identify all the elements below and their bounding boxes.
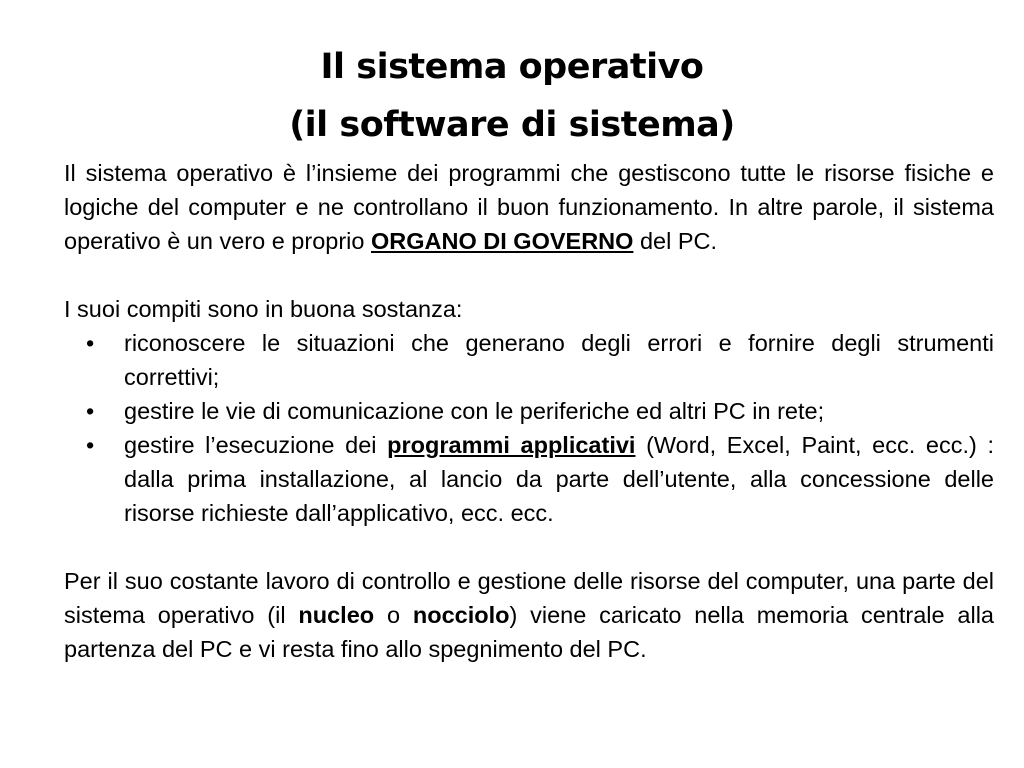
- tasks-intro: I suoi compiti sono in buona sostanza:: [64, 296, 463, 322]
- list-item: [64, 326, 994, 394]
- slide-title: [0, 38, 1024, 154]
- spacer: [64, 258, 994, 292]
- list-item-text: gestire le vie di comunicazione con le periferiche ed altri PC in rete;: [124, 398, 825, 424]
- list-item-text: riconoscere le situazioni che generano degli errori e fornire degli strumenti correttivi;: [124, 330, 994, 390]
- bullet-dot-icon: •: [86, 330, 95, 356]
- list-item-text-end: (Word, Excel, Paint, ecc. ecc.) : dalla prima installazione, al lancio da parte dell’utente, alla concessione delle risorse richieste dall’applicativo, ecc. ecc.: [124, 432, 994, 526]
- nucleo-emphasis: nucleo: [298, 602, 375, 628]
- list-item-text: gestire l’esecuzione dei: [124, 432, 388, 458]
- nocciolo-emphasis: nocciolo: [412, 602, 510, 628]
- kernel-text-1: Per il suo costante lavoro di controllo e gestione delle risorse del computer, una parte del sistema operativo (il: [64, 568, 994, 628]
- bullet-dot-icon: •: [86, 432, 95, 458]
- list-item: [64, 428, 994, 530]
- programmi-applicativi-emphasis: programmi applicativi: [387, 432, 636, 458]
- title-line-1: Il sistema operativo: [320, 47, 704, 87]
- definition-text: Il sistema operativo è l’insieme dei programmi che gestiscono tutte le risorse fisiche e logiche del computer e ne controllano il buon funzionamento. In altre parole, il sistema operativo è un vero e proprio: [64, 160, 994, 254]
- bullet-dot-icon: •: [86, 398, 95, 424]
- list-item: [64, 394, 994, 428]
- kernel-text-3: ) viene caricato nella memoria centrale alla partenza del PC e vi resta fino allo spegnimento del PC.: [64, 602, 994, 662]
- definition-paragraph: [64, 156, 994, 258]
- title-line-2: (il software di sistema): [289, 105, 735, 145]
- tasks-list: [64, 326, 994, 530]
- kernel-paragraph: [64, 564, 994, 666]
- spacer: [64, 530, 994, 564]
- slide-body: [64, 156, 994, 666]
- kernel-text-2: o: [374, 602, 413, 628]
- definition-text-end: del PC.: [633, 228, 718, 254]
- organo-di-governo-emphasis: ORGANO DI GOVERNO: [371, 228, 634, 254]
